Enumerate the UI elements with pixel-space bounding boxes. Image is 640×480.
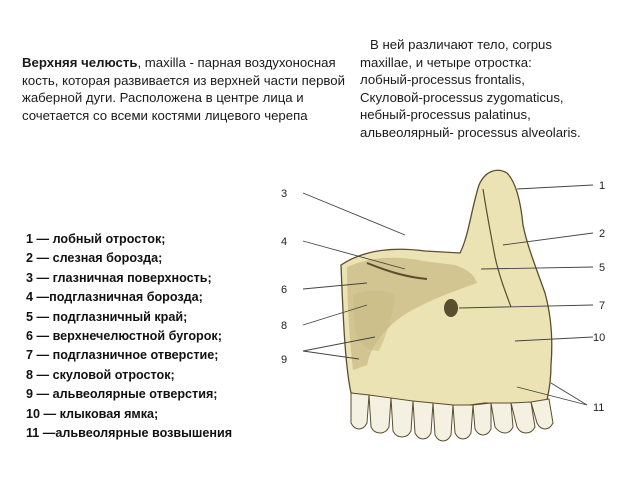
label-1: 1 [599, 180, 606, 192]
processes-line: лобный-processus frontalis, [360, 72, 525, 88]
label-7: 7 [599, 300, 606, 312]
tooth [453, 405, 473, 439]
legend-item: 1 — лобный отросток; [26, 232, 166, 246]
tooth [369, 395, 391, 433]
intro-text: , maxilla - парная воздухоносная кость, которая развивается из верхней части первой жаберной дуги. Расположена в центре лица и сочетается со всеми костями лицевого черепа [22, 55, 345, 123]
legend-item: 9 — альвеолярные отверстия; [26, 387, 218, 402]
tooth [491, 403, 513, 433]
processes-line: альвеолярный- processus alveolaris. [360, 124, 581, 140]
legend-item: 5 — подглазничный край; [26, 309, 188, 324]
tooth [473, 403, 491, 435]
tooth [433, 403, 453, 441]
legend-item: 7 — подглазничное отверстие; [26, 348, 219, 363]
label-3: 3 [281, 188, 288, 200]
label-9: 9 [281, 354, 288, 366]
maxilla-illustration [255, 165, 635, 465]
label-6: 6 [281, 284, 288, 296]
processes-line: В ней различают тело, corpus [370, 37, 552, 52]
legend-item: 3 — глазничная поверхность; [26, 270, 212, 285]
legend-item: 2 — слезная борозда; [26, 251, 163, 266]
legend-item: 8 — скуловой отросток; [26, 367, 175, 382]
label-5: 5 [599, 262, 606, 274]
maxilla-bone [341, 170, 552, 407]
intro-paragraph [22, 54, 352, 124]
processes-line: maxillae, и четыре отростка: [360, 54, 532, 70]
tooth [413, 401, 433, 439]
label-11: 11 [593, 402, 605, 414]
maxilla-term: Верхняя челюсть [22, 55, 138, 70]
legend-item: 10 — клыковая ямка; [26, 406, 159, 421]
label-4: 4 [281, 236, 288, 248]
processes-paragraph [360, 36, 635, 142]
legend-item: 6 — верхнечелюстной бугорок; [26, 329, 222, 344]
legend-list [26, 230, 266, 443]
tooth [391, 398, 413, 437]
processes-line: небный-processus palatinus, [360, 107, 531, 123]
tooth [511, 402, 535, 433]
legend-item: 11 —альвеолярные возвышения [26, 426, 233, 441]
processes-line: Скуловой-processus zygomaticus, [360, 89, 564, 105]
label-10: 10 [593, 332, 606, 344]
tooth [351, 393, 369, 429]
label-2: 2 [599, 228, 606, 240]
label-8: 8 [281, 320, 288, 332]
legend-item: 4 —подглазничная борозда; [26, 290, 203, 305]
